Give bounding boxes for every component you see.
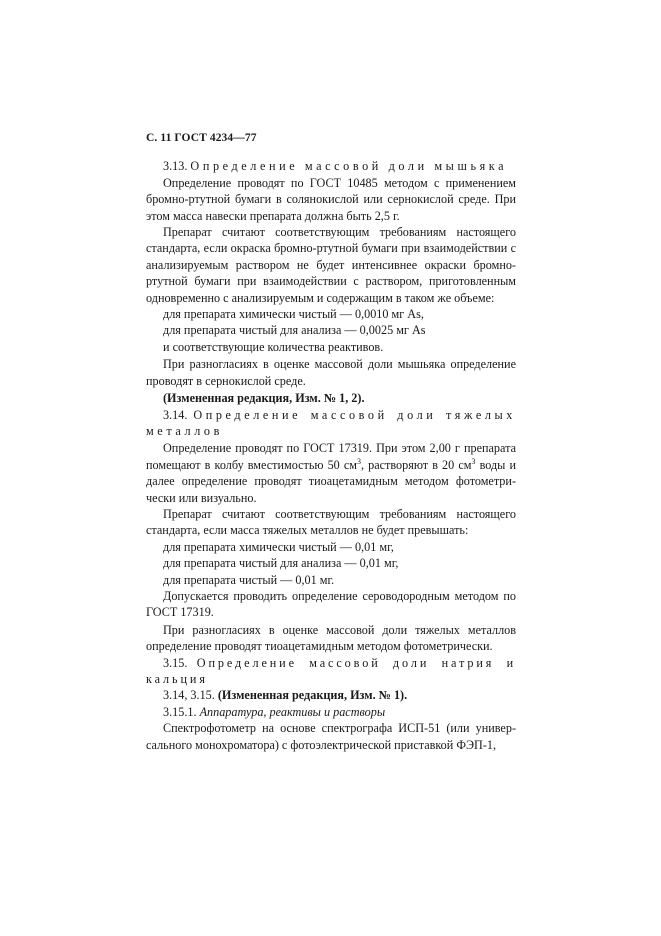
document-page [146,130,516,753]
section-title: Определение массовой доли тяжелых металлов [146,407,516,438]
section-3-15-1-heading [146,704,516,720]
paragraph: Определение проводят по ГОСТ 10485 методом с применением бромно-ртутной бумаги в солянокислой или сернокислой среде. При этом масса навески препарата должна быть 2,5 г. [146,175,516,223]
paragraph: При разногласиях в оценке массовой доли тяжелых металлов определение проводят тиоацетамидным методом фотометрически. [146,622,516,654]
list-item: для препарата чистый для анализа — 0,0025 мг As [163,323,426,338]
list-item: для препарата химически чистый — 0,01 мг, [163,539,394,554]
list-item: для препарата чистый для анализа — 0,01 мг, [163,556,399,571]
list-item: для препарата чистый — 0,01 мг. [163,572,335,587]
paragraph: Препарат считают соответствующим требованиям настоящего стандарта, если масса тяжелых металлов не будет превышать: [146,506,516,538]
section-3-15-heading [146,655,516,688]
superscript: 3 [471,456,476,466]
amendment-line [146,687,516,703]
section-title: Аппаратура, реактивы и растворы [199,704,386,719]
page-header: С. 11 ГОСТ 4234—77 [146,132,257,144]
text-run: воды и далее определение проводят тиоацетамидным методом фотометрически или визуально. [146,457,516,505]
paragraph: Препарат считают соответствующим требованиям настоящего стандарта, если окраска бромно-ртутной бумаги при взаимодействии с анализируемым раствором не будет интенсивнее окраски бромно-ртутной бумаги при взаимодействии с раствором, приготовленным одновременно с анализируемым и содержащим в таком же объеме: [146,225,516,305]
list-item: и соответствующие количества реактивов. [163,339,384,354]
section-number: 3.13. [163,159,188,174]
paragraph: Спектрофотометр на основе спектрографа ИСП-51 (или универсального монохроматора) с фотоэлектрической приставкой ФЭП-1, [146,721,516,752]
section-title: Определение массовой доли натрия и кальция [146,655,517,686]
amendment-note: (Измененная редакция, Изм. № 1, 2). [163,391,365,406]
section-3-14-heading [146,407,516,440]
text-run: Определение проводят по ГОСТ 17319. При этом 2,00 г препарата помещают в колбу вместимостью 50 см [146,441,516,472]
superscript: 3 [357,456,361,466]
section-number: 3.15.1. [163,704,197,719]
paragraph: Допускается проводить определение сероводородным методом по ГОСТ 17319. [146,588,516,620]
list-item: для препарата химически чистый — 0,0010 мг As, [163,307,424,322]
section-ref: 3.14, 3.15. [163,688,215,703]
section-number: 3.14. [163,407,188,422]
section-number: 3.15. [163,655,188,670]
paragraph [146,440,516,506]
text-run: , растворяют в 20 см [361,457,472,472]
section-title: Определение массовой доли мышьяка [190,159,508,174]
paragraph: При разногласиях в оценке массовой доли мышьяка определение проводят в сернокислой среде. [146,357,516,388]
section-3-13-heading [146,158,516,174]
amendment-note: (Измененная редакция, Изм. № 1). [217,688,408,703]
